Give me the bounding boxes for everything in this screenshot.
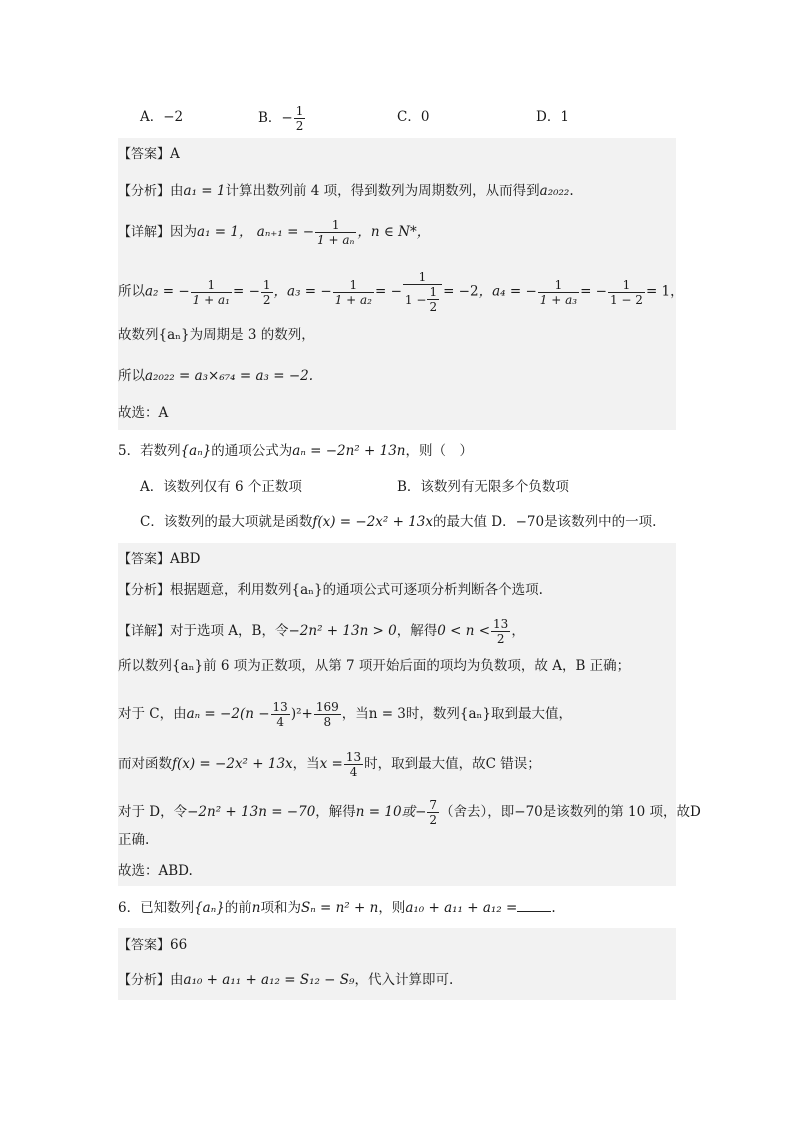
q5-stem: 5．若数列{aₙ}的通项公式为aₙ = −2n² + 13n，则（ ） bbox=[118, 443, 473, 459]
detail-label: 【详解】 bbox=[118, 225, 171, 240]
q5-option-b: B．该数列有无限多个负数项 bbox=[397, 479, 569, 495]
q5-detail-line2: 所以数列{aₙ}前 6 项为正数项，从第 7 项开始后面的项均为负数项，故 A，B 正确； bbox=[118, 658, 631, 674]
q5-analysis: 【分析】根据题意，利用数列{aₙ}的通项公式可逐项分析判断各个选项. bbox=[118, 582, 543, 598]
analysis-label: 【分析】 bbox=[118, 583, 171, 598]
q4-option-b: B．− $\frac{1}{2}$ bbox=[258, 104, 304, 133]
q4-detail-line2: 所以a₂ = − $\frac{1}{\text{1 + a₁}}$ = − $\frac{1}{2}$ ，a₃ = − $\frac{1}{\text{1 + a₂}}$ = − 1 1 − $\frac{1}{2}$ = −2，a₄ = − $\frac{1}{\text{1 + a₃}}$ = − $\frac{1}{1 - 2}$ = 1， bbox=[118, 270, 684, 314]
q5-option-c: C．该数列的最大项就是函数f(x) = −2x² + 13x的最大值 bbox=[140, 514, 487, 530]
q5-option-d: D．−70是该数列中的一项. bbox=[491, 514, 657, 530]
q4-answer: 【答案】A bbox=[118, 146, 180, 162]
q5-option-a: A．该数列仅有 6 个正数项 bbox=[140, 479, 302, 495]
q4-option-d: D．1 bbox=[536, 109, 569, 125]
analysis-label: 【分析】 bbox=[118, 973, 171, 988]
q4-analysis: 【分析】由a₁ = 1计算出数列前 4 项，得到数列为周期数列，从而得到a₂₀₂₂. bbox=[118, 183, 574, 199]
q5-detail-line5: 对于 D，令−2n² + 13n = −70，解得n = 10或− $\frac{7}{2}$ （舍去），即−70是该数列的第 10 项，故D bbox=[118, 798, 701, 827]
q4-detail-line4: 所以a₂₀₂₂ = a₃×₆₇₄ = a₃ = −2. bbox=[118, 368, 314, 384]
answer-blank bbox=[517, 897, 551, 912]
q4-detail-line5: 故选：A bbox=[118, 405, 169, 421]
q5-detail-line4: 而对函数f(x) = −2x² + 13x，当x = $\frac{13}{4}$ 时，取到最大值，故C 错误； bbox=[118, 750, 541, 779]
answer-label: 【答案】 bbox=[118, 147, 171, 162]
detail-label: 【详解】 bbox=[118, 624, 171, 639]
q6-stem: 6．已知数列{aₙ}的前n项和为Sₙ = n² + n，则a₁₀ + a₁₁ + a₁₂ = . bbox=[118, 897, 556, 918]
answer-label: 【答案】 bbox=[118, 552, 171, 567]
analysis-label: 【分析】 bbox=[118, 184, 171, 199]
q4-option-c: C．0 bbox=[397, 109, 430, 125]
q4-option-a: A．−2 bbox=[140, 109, 184, 125]
answer-label: 【答案】 bbox=[118, 938, 171, 953]
q5-detail-line1: 【详解】对于选项 A，B，令−2n² + 13n > 0，解得0 < n < $\frac{13}{2}$ ， bbox=[118, 617, 525, 646]
q4-detail-line1: 【详解】因为a₁ = 1， aₙ₊₁ = − $\frac{1}{\text{1 + aₙ}}$ ，n ∈ N*， bbox=[118, 218, 431, 247]
q4-detail-line3: 故数列{aₙ}为周期是 3 的数列， bbox=[118, 327, 315, 343]
q5-option-c-d bbox=[140, 512, 656, 532]
q5-answer: 【答案】ABD bbox=[118, 551, 201, 567]
q6-analysis: 【分析】由a₁₀ + a₁₁ + a₁₂ = S₁₂ − S₉，代入计算即可. bbox=[118, 972, 454, 988]
q5-detail-line7: 故选：ABD. bbox=[118, 863, 193, 879]
q5-detail-line6: 正确. bbox=[118, 832, 150, 848]
q4-option-b-fraction: $\frac{1}{2}$ bbox=[295, 104, 304, 133]
q5-detail-line3: 对于 C，由aₙ = −2(n − $\frac{13}{4}$ )²+ $\frac{169}{8}$ ，当n = 3时，数列{aₙ}取到最大值， bbox=[118, 700, 572, 729]
q6-answer: 【答案】66 bbox=[118, 937, 188, 953]
